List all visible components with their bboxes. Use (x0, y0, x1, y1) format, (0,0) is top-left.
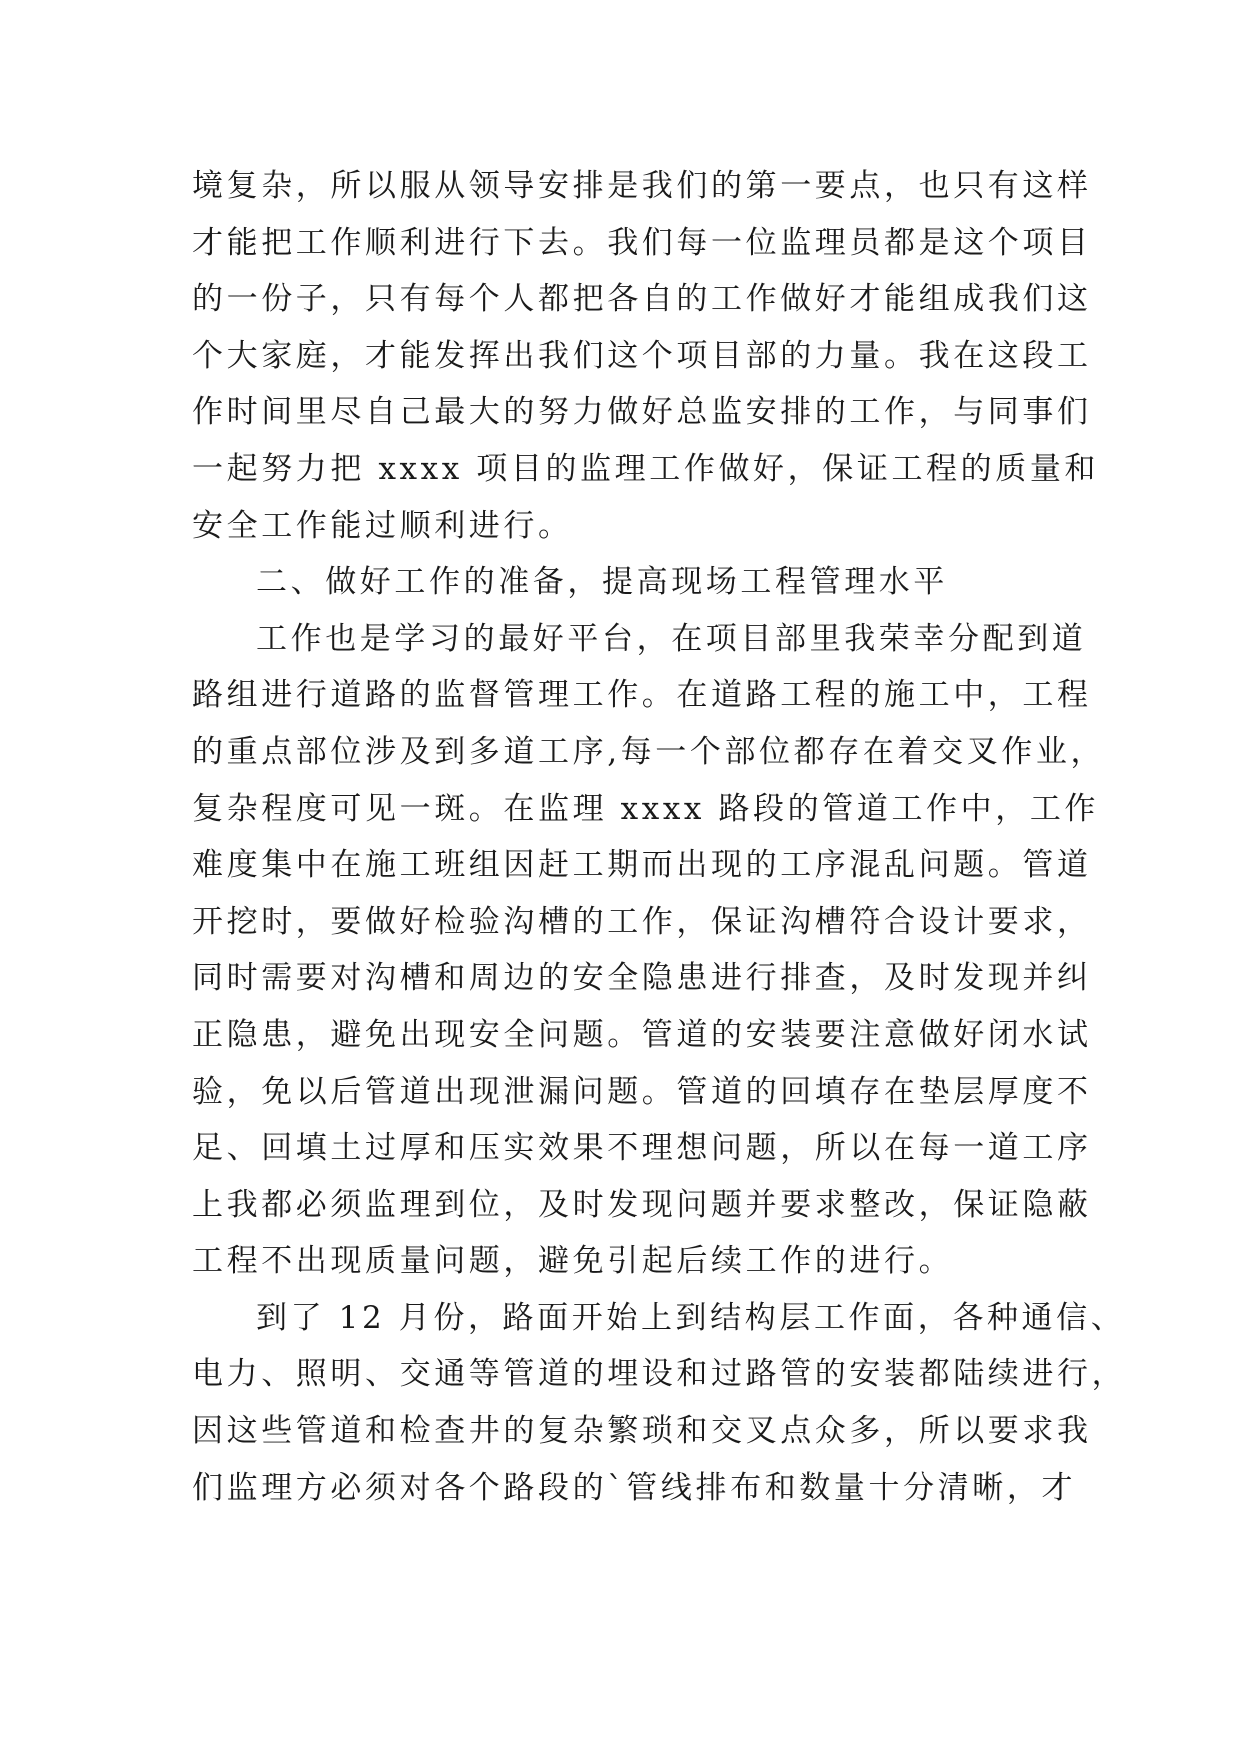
text-line: 正隐患，避免出现安全问题。管道的安装要注意做好闭水试 (192, 1016, 1092, 1053)
text-line: 安全工作能过顺利进行。 (192, 507, 573, 544)
text-line: 们监理方必须对各个路段的`管线排布和数量十分清晰，才 (192, 1469, 1077, 1506)
body-text (192, 158, 1127, 1516)
text-line: 上我都必须监理到位，及时发现问题并要求整改，保证隐蔽 (192, 1186, 1092, 1223)
text-line: 工程不出现质量问题，避免引起后续工作的进行。 (192, 1243, 954, 1280)
text-line: 路组进行道路的监督管理工作。在道路工程的施工中，工程 (192, 677, 1092, 714)
text-line: 二、做好工作的准备，提高现场工程管理水平 (256, 564, 948, 601)
text-line: 的一份子，只有每个人都把各自的工作做好才能组成我们这 (192, 281, 1092, 318)
text-line: 复杂程度可见一斑。在监理 xxxx 路段的管道工作中，工作 (192, 790, 1100, 827)
text-line: 足、回填土过厚和压实效果不理想问题，所以在每一道工序 (192, 1130, 1092, 1167)
text-line: 因这些管道和检查井的复杂繁琐和交叉点众多，所以要求我 (192, 1413, 1092, 1450)
text-line: 开挖时，要做好检验沟槽的工作，保证沟槽符合设计要求， (192, 903, 1092, 940)
text-line: 作时间里尽自己最大的努力做好总监安排的工作，与同事们 (192, 394, 1092, 431)
text-line: 工作也是学习的最好平台，在项目部里我荣幸分配到道 (256, 620, 1087, 657)
text-line: 难度集中在施工班组因赶工期而出现的工序混乱问题。管道 (192, 847, 1092, 884)
text-line: 才能把工作顺利进行下去。我们每一位监理员都是这个项目 (192, 224, 1092, 261)
text-line: 境复杂，所以服从领导安排是我们的第一要点，也只有这样 (192, 168, 1092, 204)
text-line: 电力、照明、交通等管道的埋设和过路管的安装都陆续进行， (192, 1356, 1127, 1393)
text-line: 到了 12 月份，路面开始上到结构层工作面，各种通信、 (256, 1299, 1126, 1336)
text-line: 一起努力把 xxxx 项目的监理工作做好，保证工程的质量和 (192, 450, 1100, 487)
text-line: 的重点部位涉及到多道工序,每一个部位都存在着交叉作业， (192, 733, 1106, 770)
text-line: 同时需要对沟槽和周边的安全隐患进行排查，及时发现并纠 (192, 960, 1092, 997)
text-line: 个大家庭，才能发挥出我们这个项目部的力量。我在这段工 (192, 337, 1092, 374)
text-line: 验，免以后管道出现泄漏问题。管道的回填存在垫层厚度不 (192, 1073, 1092, 1110)
